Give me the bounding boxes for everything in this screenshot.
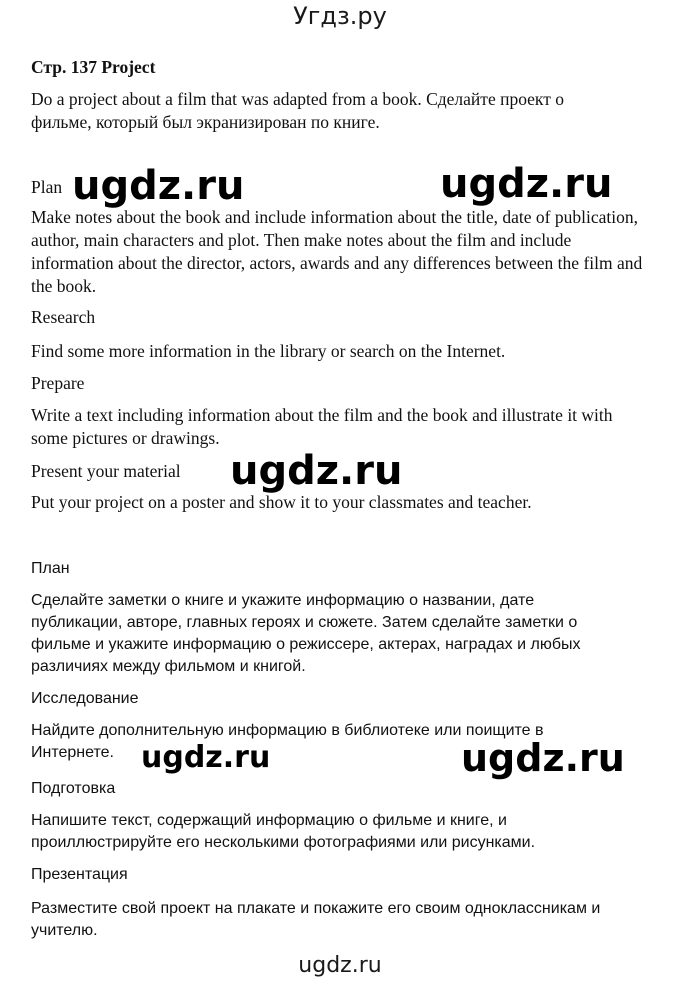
present-heading: Present your material <box>31 461 181 481</box>
watermark: ugdz.ru <box>230 448 403 494</box>
intro-text: Do a project about a film that was adapted from a book. Сделайте проект о фильме, который был экранизирован по книге. <box>31 89 564 132</box>
watermark: ugdz.ru <box>141 740 271 775</box>
ru-present-text: Разместите свой проект на плакате и покажите его своим одноклассникам и учителю. <box>31 900 601 939</box>
plan-heading: Plan <box>31 177 63 197</box>
site-footer: ugdz.ru <box>298 953 382 978</box>
prepare-text: Write a text including information about the film and the book and illustrate it with some pictures or drawings. <box>31 405 613 448</box>
watermark: ugdz.ru <box>72 163 245 209</box>
research-heading: Research <box>31 307 96 327</box>
page-title: Стр. 137 Project <box>31 57 156 77</box>
present-text: Put your project on a poster and show it to your classmates and teacher. <box>31 492 532 512</box>
watermark: ugdz.ru <box>461 736 625 780</box>
research-text: Find some more information in the library or search on the Internet. <box>31 341 506 361</box>
prepare-heading: Prepare <box>31 373 85 393</box>
ru-research-heading: Исследование <box>31 690 139 707</box>
watermark: ugdz.ru <box>440 161 613 207</box>
ru-plan-text: Сделайте заметки о книге и укажите информацию о названии, дате публикации, авторе, главных героях и сюжете. Затем сделайте заметки о фильме и укажите информацию о режиссере, актерах, наградах и любых различиях между фильмом и книгой. <box>31 592 581 675</box>
ru-prepare-heading: Подготовка <box>31 780 116 797</box>
ru-research-text: Найдите дополнительную информацию в библиотеке или поищите в Интернете. <box>31 722 544 761</box>
plan-text: Make notes about the book and include information about the title, date of publication, author, main characters and plot. Then make notes about the film and include information about the director, actors, awards and any differences between the film and the book. <box>31 207 643 296</box>
site-header: Угдз.ру <box>293 2 387 30</box>
ru-present-heading: Презентация <box>31 866 128 883</box>
ru-plan-heading: План <box>31 560 70 577</box>
ru-prepare-text: Напишите текст, содержащий информацию о фильме и книге, и проиллюстрируйте его несколькими фотографиями или рисунками. <box>31 812 536 851</box>
